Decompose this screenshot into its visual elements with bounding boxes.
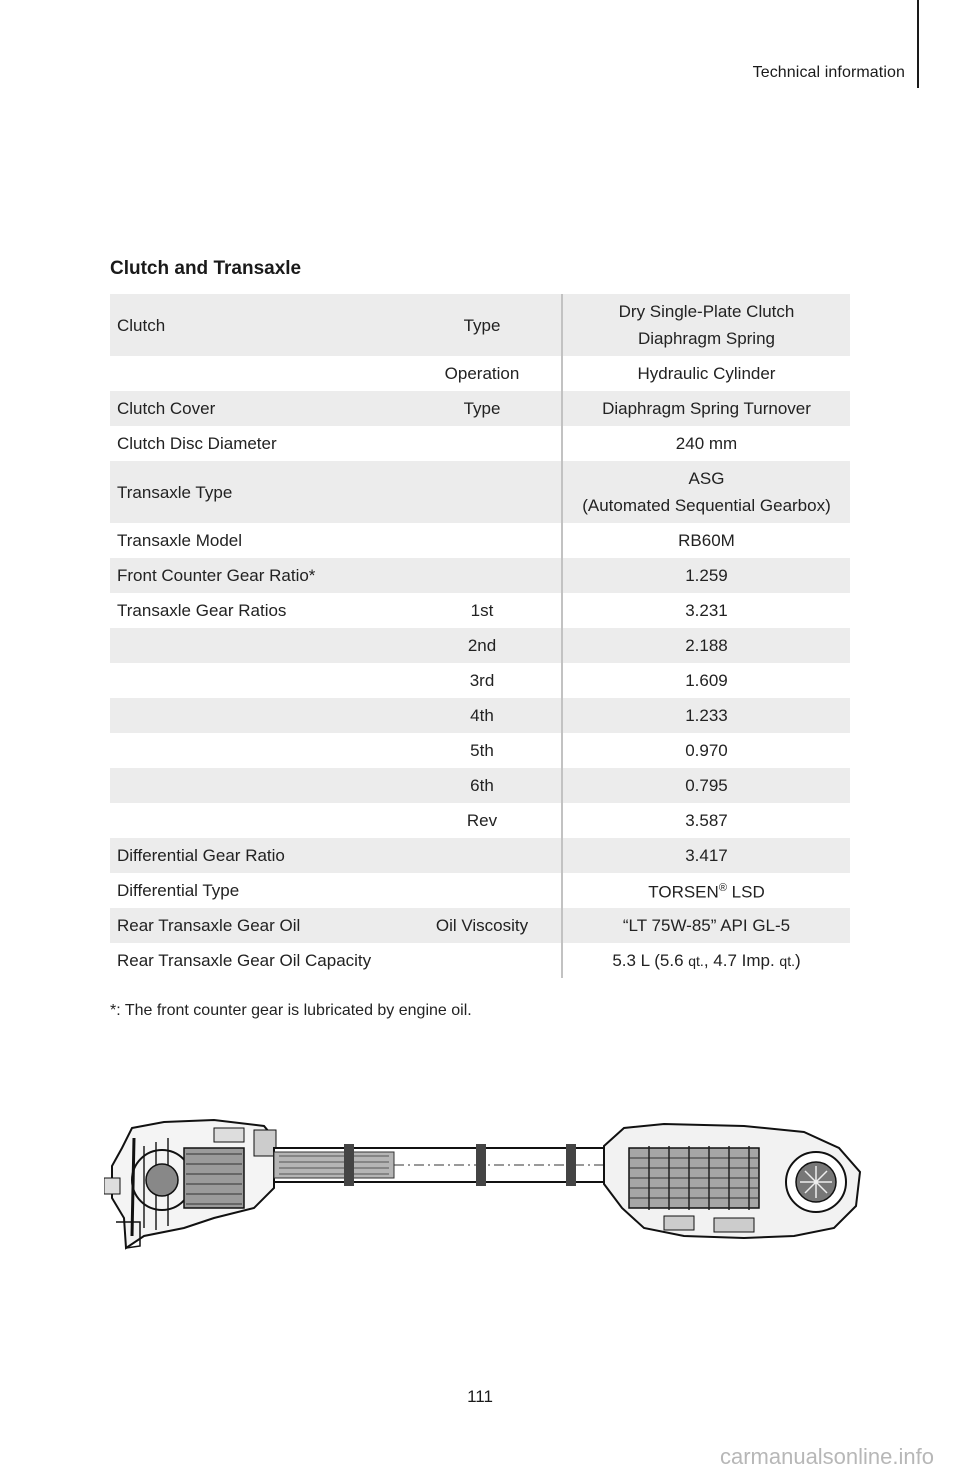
row-sublabel <box>403 523 562 558</box>
table-row <box>110 943 850 978</box>
row-value: 0.795 <box>562 768 850 803</box>
row-value: 3.231 <box>562 593 850 628</box>
table-row <box>110 803 850 838</box>
rear-transaxle-drawing <box>604 1124 860 1238</box>
row-label: Clutch Disc Diameter <box>117 434 277 453</box>
row-sublabel: Rev <box>466 811 498 830</box>
row-label: Transaxle Model <box>117 531 243 550</box>
row-label: Differential Type <box>117 881 240 900</box>
spec-table <box>110 294 850 978</box>
row-label: Differential Gear Ratio <box>110 838 403 873</box>
row-sublabel: Type <box>403 391 562 426</box>
row-sublabel: Oil Viscosity <box>403 908 562 943</box>
value-text: ) <box>795 950 801 970</box>
table-row <box>110 523 850 558</box>
row-value: 3.417 <box>562 838 850 873</box>
watermark: carmanualsonline.info <box>719 1444 934 1469</box>
transaxle-cutaway-drawing <box>104 1118 868 1258</box>
row-label: Clutch <box>110 294 403 356</box>
row-label: Front Counter Gear Ratio* <box>110 558 403 593</box>
row-label <box>110 733 403 768</box>
row-sublabel: Operation <box>444 364 520 383</box>
value-text: LSD <box>726 882 765 902</box>
row-label <box>110 768 403 803</box>
table-row <box>110 461 850 523</box>
row-value <box>562 943 850 978</box>
running-header-title: Technical information <box>752 64 905 81</box>
row-value: 1.609 <box>562 663 850 698</box>
row-label: Transaxle Gear Ratios <box>117 601 287 620</box>
row-value: 3.587 <box>562 803 850 838</box>
footnote: *: The front counter gear is lubricated by engine oil. <box>110 1002 472 1019</box>
row-value: 1.259 <box>562 558 850 593</box>
row-value: 2.188 <box>562 628 850 663</box>
table-row <box>110 733 850 768</box>
value-line: (Automated Sequential Gearbox) <box>582 496 831 515</box>
table-row <box>110 838 850 873</box>
unit-text: qt. <box>779 952 795 969</box>
row-sublabel <box>403 873 562 908</box>
row-sublabel: 5th <box>470 741 494 760</box>
row-sublabel <box>403 943 562 978</box>
row-label <box>110 663 403 698</box>
table-row <box>110 426 850 461</box>
torque-tube-drawing <box>274 1144 604 1186</box>
value-text: , 4.7 Imp. <box>703 950 780 970</box>
row-label: Transaxle Type <box>110 461 403 523</box>
value-text: 5.3 L (5.6 <box>612 950 689 970</box>
row-sublabel <box>403 461 562 523</box>
table-row <box>110 873 850 908</box>
table-row <box>110 908 850 943</box>
row-label: Clutch Cover <box>110 391 403 426</box>
row-label: Rear Transaxle Gear Oil Capacity <box>117 951 372 970</box>
row-sublabel: 3rd <box>469 671 495 690</box>
table-row <box>110 698 850 733</box>
table-row <box>110 356 850 391</box>
value-text: TORSEN <box>648 882 719 902</box>
row-value: 1.233 <box>562 698 850 733</box>
row-value <box>562 294 850 356</box>
value-line: Dry Single-Plate Clutch <box>618 302 795 321</box>
row-value <box>562 461 850 523</box>
value-line: ASG <box>688 469 725 488</box>
row-sublabel: 4th <box>403 698 562 733</box>
table-row <box>110 558 850 593</box>
value-line: Diaphragm Spring <box>637 329 775 348</box>
row-label <box>110 698 403 733</box>
row-sublabel <box>403 838 562 873</box>
header-rule <box>917 0 919 88</box>
row-value: Hydraulic Cylinder <box>562 356 850 391</box>
clutch-housing-drawing <box>104 1120 276 1248</box>
unit-text: qt. <box>688 952 704 969</box>
row-label <box>110 356 403 391</box>
row-value: 0.970 <box>562 733 850 768</box>
table-row <box>110 663 850 698</box>
table-row <box>110 593 850 628</box>
row-sublabel: 6th <box>403 768 562 803</box>
row-label <box>110 803 403 838</box>
table-row <box>110 768 850 803</box>
row-value: 240 mm <box>562 426 850 461</box>
row-value: RB60M <box>562 523 850 558</box>
row-sublabel: Type <box>403 294 562 356</box>
row-label: Rear Transaxle Gear Oil <box>110 908 403 943</box>
row-sublabel: 2nd <box>403 628 562 663</box>
row-label <box>110 628 403 663</box>
registered-mark: ® <box>718 882 727 895</box>
table-row <box>110 628 850 663</box>
row-value: “LT 75W-85” API GL-5 <box>562 908 850 943</box>
row-value: Diaphragm Spring Turnover <box>562 391 850 426</box>
row-value <box>562 873 850 908</box>
row-sublabel <box>403 558 562 593</box>
row-sublabel: 1st <box>470 601 494 620</box>
row-sublabel <box>403 426 562 461</box>
section-title: Clutch and Transaxle <box>110 258 302 279</box>
table-row <box>110 294 850 356</box>
page-number: 111 <box>467 1387 493 1406</box>
table-row <box>110 391 850 426</box>
